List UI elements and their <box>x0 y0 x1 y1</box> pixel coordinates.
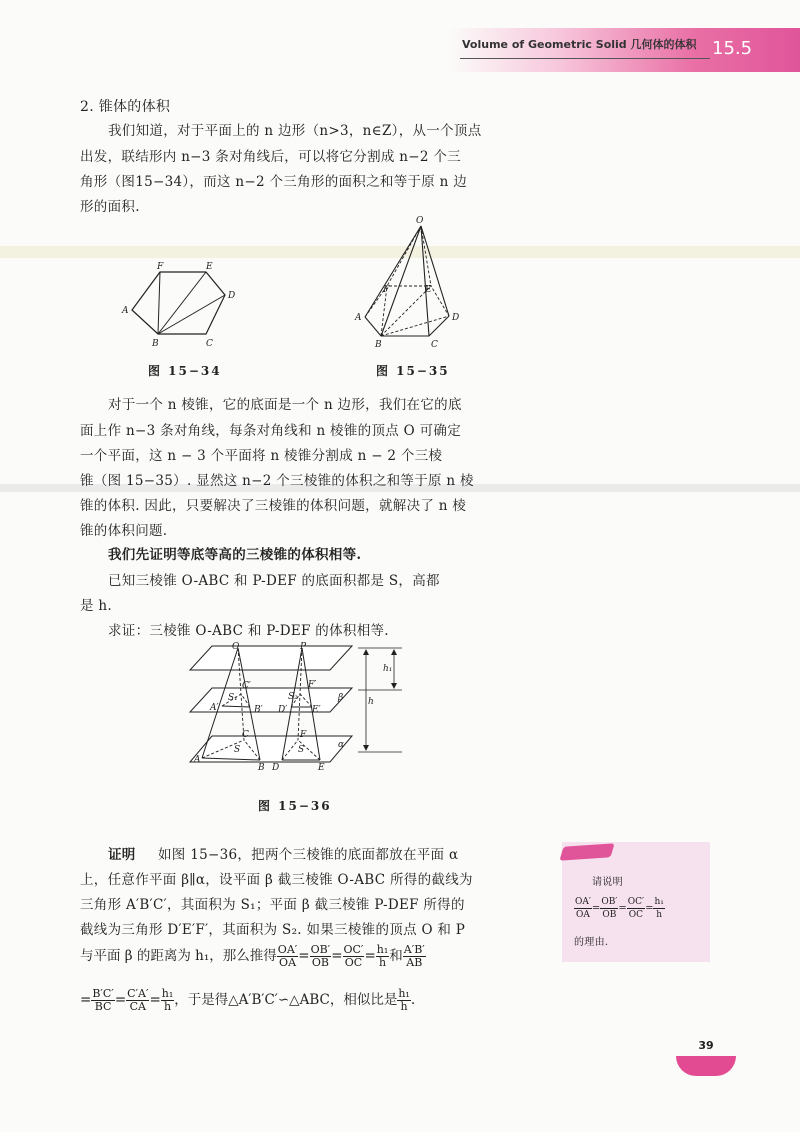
para2-line: 一个平面，这 n − 3 个平面将 n 棱锥分割成 n − 2 个三棱 <box>80 448 443 464</box>
frac-ca: $\frac{C'A'}{CA}$ <box>127 987 149 1013</box>
arrowhead <box>391 683 397 689</box>
label-b-prime: B′ <box>254 705 263 715</box>
figure-15-34-caption: 图 15−34 <box>148 364 222 378</box>
frac-oa: $\frac{OA'}{OA}$ <box>575 897 591 920</box>
frac-h1h: $\frac{\text{h₁}}{h}$ <box>376 943 389 969</box>
proof-line-6: = $\frac{B'C'}{BC}$ = $\frac{C'A'}{CA}$ = $\frac{\text{h₁}}{h}$ ，于是得△A′B′C′∽△ABC，相似比是 $\frac{\text{h₁}}{h}$ . <box>80 987 416 1013</box>
prove-line: 求证：三棱锥 O-ABC 和 P-DEF 的体积相等. <box>108 623 389 639</box>
label-o: O <box>232 642 240 652</box>
label-h1: h₁ <box>383 664 393 674</box>
para2-line: 对于一个 n 棱锥，它的底面是一个 n 边形，我们在它的底 <box>108 397 462 413</box>
label-c: C <box>206 339 213 349</box>
figure-15-36 <box>180 640 410 775</box>
label-a-prime: A′ <box>210 703 219 713</box>
edge-of <box>387 226 421 286</box>
label-f: F <box>157 262 164 272</box>
label-a: A <box>194 755 201 765</box>
proof-line: 如图 15−36，把两个三棱锥的底面都放在平面 α <box>158 847 459 863</box>
diagonal-be <box>158 272 206 334</box>
frac-ob: $\frac{OB'}{OB}$ <box>601 897 618 920</box>
label-s-left: S <box>234 745 241 755</box>
given-line: 是 h. <box>80 598 112 614</box>
frac-bc: $\frac{B'C'}{BC}$ <box>92 987 114 1013</box>
base-front <box>365 316 449 336</box>
label-a: A <box>355 313 362 323</box>
frac-h1h: $\frac{\text{h₁}}{h}$ <box>161 987 174 1013</box>
proof-line: 上，任意作平面 β∥α，设平面 β 截三棱锥 O-ABC 所得的截线为 <box>80 872 473 888</box>
diagonal-bf <box>158 272 160 334</box>
proof-line: 截线为三角形 D′E′F′，其面积为 S₂. 如果三棱锥的顶点 O 和 P <box>80 922 466 938</box>
frac-h1h: $\frac{\text{h₁}}{h}$ <box>398 987 410 1013</box>
label-b: B <box>152 339 159 349</box>
para2-line: 锥的体积. 因此，只要解决了三棱锥的体积问题，就解决了 n 棱 <box>80 498 467 514</box>
edge-oc <box>421 226 429 336</box>
frac-oa: $\frac{OA'}{OA}$ <box>277 943 298 969</box>
label-c: C <box>431 340 438 350</box>
figure-15-35 <box>345 212 475 352</box>
figure-15-36-caption: 图 15−36 <box>258 799 332 813</box>
label-e-prime: E′ <box>312 705 321 715</box>
proof-line5-and: 和 <box>389 948 403 964</box>
label-e: E <box>206 262 213 272</box>
label-a: A <box>122 306 129 316</box>
proof-line6-suffix: ，于是得△A′B′C′∽△ABC，相似比是 <box>174 992 398 1008</box>
sidenote-fractions: $\frac{OA'}{OA}$ = $\frac{OB'}{OB}$ = $\frac{OC'}{OC}$ = $\frac{\text{h₁}}{h}$ <box>575 897 664 920</box>
arrowhead <box>391 649 397 655</box>
bold-statement: 我们先证明等底等高的三棱锥的体积相等. <box>108 547 362 563</box>
proof-line-5: 与平面 β 的距离为 h₁，那么推得 $\frac{OA'}{OA}$ = $\frac{OB'}{OB}$ = $\frac{OC'}{OC}$ = $\frac{\text{h₁}}{h}$ 和 $\frac{A'B'}{AB}$ <box>80 943 425 969</box>
frac-oc: $\frac{OC'}{OC}$ <box>627 897 645 920</box>
proof-label: 证明 <box>108 847 136 863</box>
label-s-right: S <box>298 745 305 755</box>
arrowhead <box>363 745 369 751</box>
header-title: Volume of Geometric Solid 几何体的体积 <box>462 38 697 51</box>
header-rule <box>460 58 710 59</box>
label-beta: β <box>338 693 344 703</box>
label-p: P <box>300 642 307 652</box>
plane-top <box>190 646 352 670</box>
label-f: F <box>383 285 390 295</box>
label-e: E <box>318 763 325 773</box>
label-s2: S₂ <box>288 692 298 702</box>
label-e: E <box>425 285 432 295</box>
para2-line: 锥（图 15−35）. 显然这 n−2 个三棱锥的体积之和等于原 n 棱 <box>80 473 474 489</box>
proof-line: 三角形 A′B′C′，其面积为 S₁；平面 β 截三棱锥 P-DEF 所得的 <box>80 897 465 913</box>
figure-15-34 <box>110 250 250 355</box>
header-section-number: 15.5 <box>712 38 753 59</box>
sidenote-line2: 的理由. <box>574 937 609 948</box>
label-b: B <box>375 340 382 350</box>
label-c-prime: C′ <box>242 681 251 691</box>
para2-line: 锥的体积问题. <box>80 523 168 539</box>
page-number-badge <box>676 1038 736 1078</box>
frac-ob: $\frac{OB'}{OB}$ <box>310 943 331 969</box>
frac-h1h: $\frac{\text{h₁}}{h}$ <box>654 897 664 920</box>
label-f-prime: F′ <box>308 680 317 690</box>
base-back <box>365 286 449 317</box>
given-line: 已知三棱锥 O-ABC 和 P-DEF 的底面积都是 S，高都 <box>108 573 440 589</box>
arrowhead <box>363 649 369 655</box>
label-h: h <box>368 697 374 707</box>
label-o: O <box>416 216 424 226</box>
para1-line: 我们知道，对于平面上的 n 边形（n>3，n∈Z），从一个顶点 <box>108 123 482 139</box>
section-title: 2. 锥体的体积 <box>80 99 171 115</box>
label-d: D <box>272 763 280 773</box>
frac-oc: $\frac{OC'}{OC}$ <box>343 943 364 969</box>
frac-ab: $\frac{A'B'}{AB}$ <box>403 943 425 969</box>
label-d-prime: D′ <box>278 705 288 715</box>
sidenote-line1: 请说明 <box>592 877 623 888</box>
label-d: D <box>228 291 236 301</box>
label-alpha: α <box>338 740 345 750</box>
label-c: C <box>242 730 249 740</box>
para2-line: 面上作 n−3 条对角线，每条对角线和 n 棱锥的顶点 O 可确定 <box>80 423 462 439</box>
label-s1: S₁ <box>228 693 238 703</box>
para1-line: 角形（图15−34），而这 n−2 个三角形的面积之和等于原 n 边 <box>80 174 468 190</box>
para1-line: 形的面积. <box>80 199 140 215</box>
label-b: B <box>258 763 265 773</box>
para1-line: 出发，联结形内 n−3 条对角线后，可以将它分割成 n−2 个三 <box>80 149 461 165</box>
figure-15-35-caption: 图 15−35 <box>376 364 450 378</box>
label-d: D <box>452 313 460 323</box>
page-number: 39 <box>698 1039 714 1052</box>
edge-oe <box>421 226 431 286</box>
edge-od <box>421 226 449 316</box>
proof-line5-prefix: 与平面 β 的距离为 h₁，那么推得 <box>80 948 277 964</box>
label-f: F <box>300 730 307 740</box>
